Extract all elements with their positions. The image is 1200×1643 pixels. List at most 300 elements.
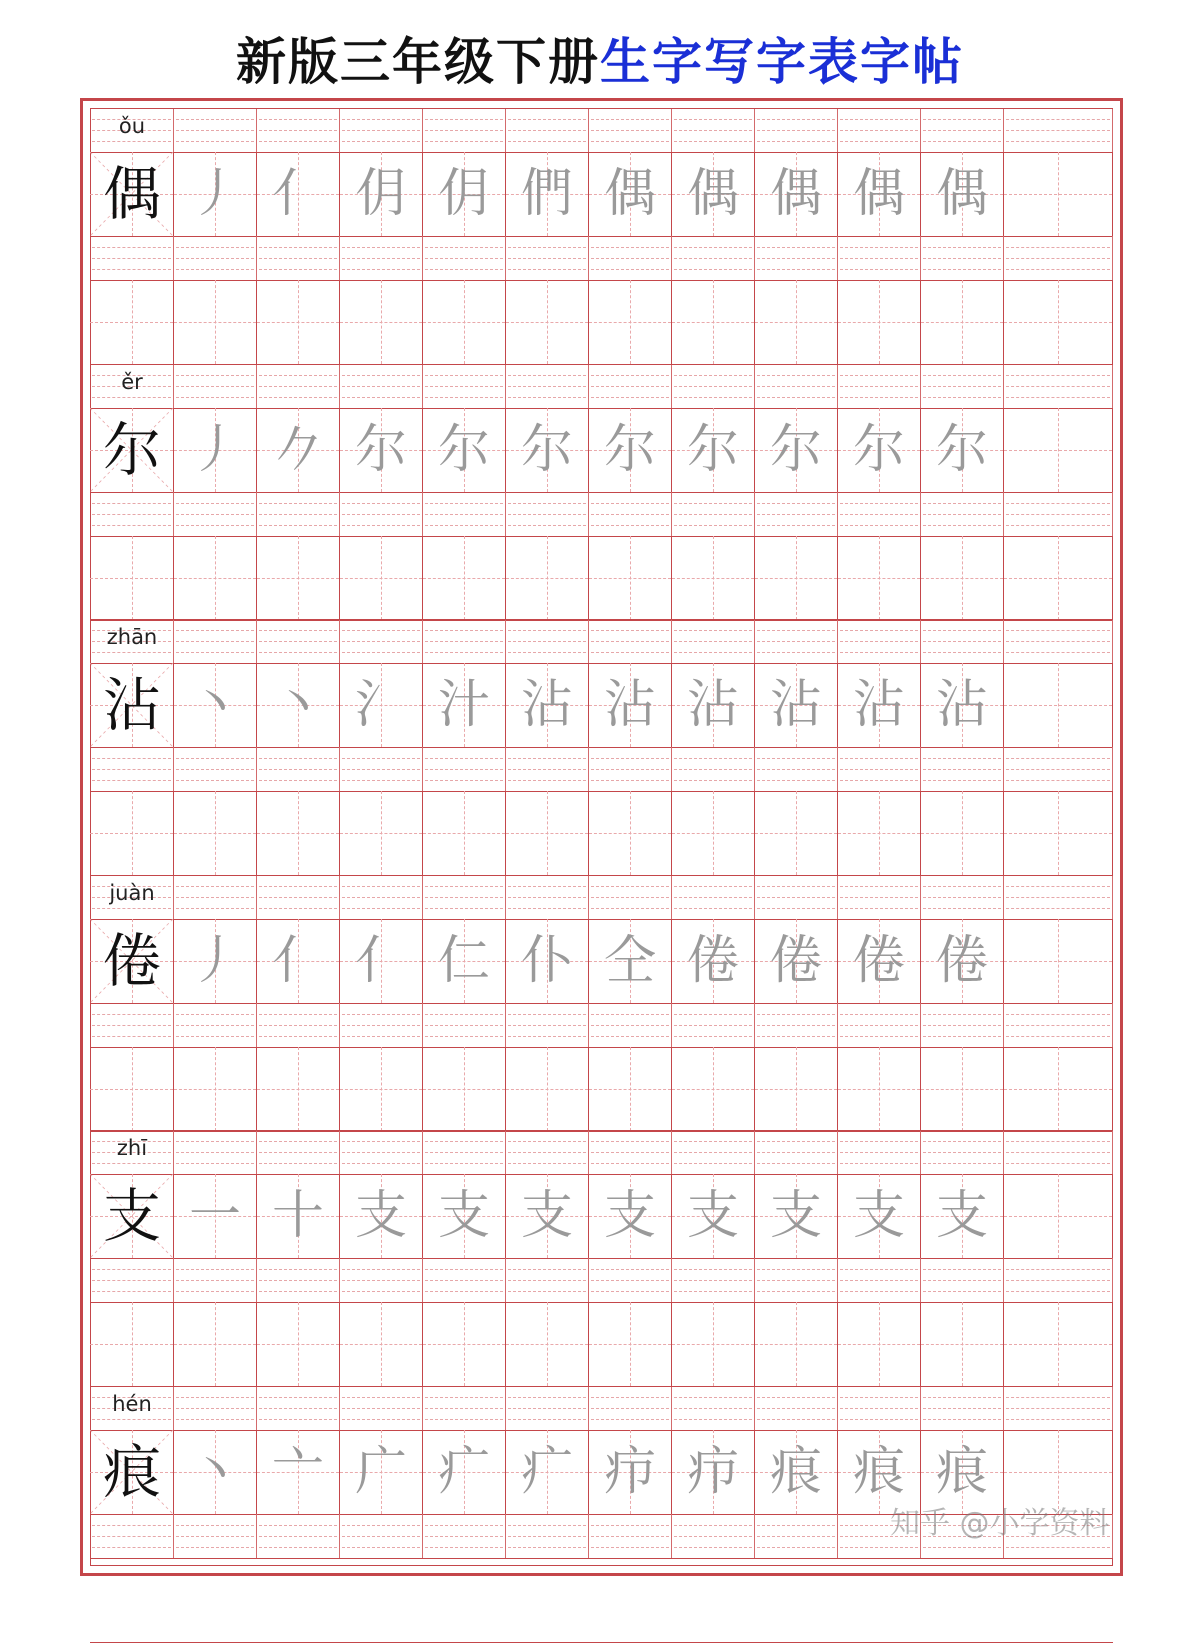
cell-guide-horizontal	[506, 833, 588, 834]
pinyin-guide-line	[674, 897, 752, 898]
stroke-order-step: 支	[686, 1186, 739, 1246]
title-part2: 生字写字表字帖	[600, 32, 964, 91]
grid-cell	[672, 663, 755, 747]
grid-cell	[174, 919, 257, 1003]
pinyin-guide-line	[92, 1419, 171, 1420]
pinyin-guide-line	[674, 141, 752, 142]
grid-cell	[506, 408, 589, 492]
guide-line	[508, 269, 586, 270]
stroke-order-step: 疖	[686, 1442, 739, 1502]
pinyin-guide-line	[259, 641, 337, 642]
guide-cell	[672, 492, 755, 536]
guide-cell	[423, 236, 506, 280]
pinyin-guide-line	[757, 897, 835, 898]
grid-cell	[174, 152, 257, 236]
pinyin-cell	[340, 1386, 423, 1430]
pinyin-guide-line	[1006, 641, 1110, 642]
guide-cell	[257, 1514, 340, 1558]
guide-line	[591, 1280, 669, 1281]
pinyin-cell	[506, 1386, 589, 1430]
stroke-order-step	[1004, 152, 1112, 236]
guide-line	[1006, 269, 1110, 270]
guide-line	[425, 1547, 503, 1548]
grid-cell	[174, 1174, 257, 1258]
pinyin-guide-line	[840, 641, 918, 642]
cell-guide-horizontal	[921, 833, 1003, 834]
guide-line	[425, 258, 503, 259]
guide-line	[1006, 258, 1110, 259]
title-part1: 新版三年级下册	[236, 32, 600, 91]
pinyin-guide-line	[425, 897, 503, 898]
pinyin-guide-line	[342, 375, 420, 376]
grid-cell	[1004, 536, 1113, 620]
stroke-order-step: 痕	[769, 1442, 822, 1502]
pinyin-cell	[1004, 1130, 1113, 1174]
grid-cell	[672, 536, 755, 620]
guide-line	[923, 503, 1001, 504]
pinyin-guide-line	[425, 1397, 503, 1398]
pinyin-guide-line	[923, 141, 1001, 142]
guide-line	[923, 247, 1001, 248]
guide-cell	[838, 236, 921, 280]
guide-line	[1006, 1014, 1110, 1015]
pinyin-guide-line	[342, 652, 420, 653]
pinyin-guide-line	[342, 1152, 420, 1153]
stroke-order-step: 尔	[354, 420, 407, 480]
guide-cell	[423, 1003, 506, 1047]
guide-cell	[921, 1003, 1004, 1047]
grid-cell	[340, 1047, 423, 1131]
grid-cell	[90, 1430, 174, 1514]
pinyin-guide-line	[923, 130, 1001, 131]
pinyin-cell	[506, 108, 589, 152]
guide-line	[923, 1025, 1001, 1026]
guide-line	[92, 758, 171, 759]
pinyin-guide-line	[1006, 375, 1110, 376]
pinyin-guide-line	[674, 1163, 752, 1164]
grid-cell	[257, 919, 340, 1003]
guide-line	[342, 247, 420, 248]
pinyin-cell	[672, 619, 755, 663]
pinyin-cell	[672, 364, 755, 408]
guide-line	[92, 258, 171, 259]
guide-line	[674, 1014, 752, 1015]
pinyin-cell	[755, 1130, 838, 1174]
guide-line	[757, 769, 835, 770]
stroke-order-step: 仴	[354, 164, 407, 224]
pinyin-cell	[174, 875, 257, 919]
pinyin-guide-line	[674, 886, 752, 887]
pinyin-cell	[340, 108, 423, 152]
pinyin-cell	[423, 875, 506, 919]
guide-line	[840, 758, 918, 759]
guide-line	[425, 1014, 503, 1015]
stroke-order-step: 偶	[852, 164, 905, 224]
grid-cell	[174, 791, 257, 875]
main-character: 偶	[102, 160, 161, 228]
guide-line	[591, 1014, 669, 1015]
guide-line	[176, 1025, 254, 1026]
cell-guide-horizontal	[174, 1344, 256, 1345]
guide-line	[425, 769, 503, 770]
guide-line	[259, 1036, 337, 1037]
cell-guide-horizontal	[506, 1344, 588, 1345]
grid-cell	[340, 536, 423, 620]
guide-line	[757, 1280, 835, 1281]
pinyin-guide-line	[508, 141, 586, 142]
guide-line	[508, 514, 586, 515]
guide-cell	[755, 747, 838, 791]
guide-cell	[506, 236, 589, 280]
grid-cell	[506, 280, 589, 364]
grid-cell	[423, 1047, 506, 1131]
guide-line	[425, 525, 503, 526]
guide-cell	[257, 236, 340, 280]
pinyin-guide-line	[757, 886, 835, 887]
guide-cell	[589, 747, 672, 791]
guide-line	[92, 247, 171, 248]
cell-guide-horizontal	[423, 1344, 505, 1345]
pinyin-guide-line	[591, 119, 669, 120]
guide-line	[757, 1014, 835, 1015]
stroke-order-step: 氵	[354, 675, 407, 735]
stroke-order-step: 沾	[686, 675, 739, 735]
guide-line	[840, 1547, 918, 1548]
guide-cell	[921, 492, 1004, 536]
guide-line	[840, 514, 918, 515]
guide-line	[425, 503, 503, 504]
guide-line	[259, 258, 337, 259]
pinyin-guide-line	[923, 397, 1001, 398]
grid-cell	[921, 663, 1004, 747]
pinyin-guide-line	[757, 1397, 835, 1398]
grid-cell	[838, 1174, 921, 1258]
guide-line	[840, 769, 918, 770]
stroke-order-step: 偶	[686, 164, 739, 224]
guide-cell	[90, 1258, 174, 1302]
guide-line	[425, 1291, 503, 1292]
guide-cell	[1004, 1003, 1113, 1047]
guide-line	[757, 780, 835, 781]
pinyin-guide-line	[176, 141, 254, 142]
pinyin-row	[90, 875, 1113, 919]
guide-line	[176, 1525, 254, 1526]
cell-guide-horizontal	[174, 833, 256, 834]
guide-line	[757, 1547, 835, 1548]
pinyin-cell	[423, 619, 506, 663]
grid-cell	[921, 280, 1004, 364]
pinyin-cell	[1004, 875, 1113, 919]
guide-line	[757, 1291, 835, 1292]
guide-line	[757, 525, 835, 526]
cell-guide-horizontal	[672, 322, 754, 323]
grid-cell	[1004, 1047, 1113, 1131]
grid-cell	[257, 1430, 340, 1514]
guide-cell	[174, 236, 257, 280]
pinyin-cell	[672, 108, 755, 152]
guide-line	[176, 1280, 254, 1281]
guide-line	[259, 780, 337, 781]
grid-cell	[257, 663, 340, 747]
guide-line	[591, 247, 669, 248]
guide-line	[342, 514, 420, 515]
pinyin-guide-line	[508, 1397, 586, 1398]
guide-line	[923, 1269, 1001, 1270]
guide-line	[259, 769, 337, 770]
guide-line	[674, 1291, 752, 1292]
guide-cell	[755, 1514, 838, 1558]
guide-cell	[506, 1258, 589, 1302]
grid-cell	[755, 791, 838, 875]
stroke-order-step: 仆	[520, 931, 573, 991]
guide-line	[674, 769, 752, 770]
guide-cell	[672, 1258, 755, 1302]
guide-cell	[423, 492, 506, 536]
grid-cell	[838, 663, 921, 747]
pinyin-guide-line	[342, 1397, 420, 1398]
cell-guide-horizontal	[90, 1344, 173, 1345]
guide-line	[1006, 769, 1110, 770]
pinyin-guide-line	[591, 1163, 669, 1164]
guide-line	[425, 780, 503, 781]
stroke-order-step: 支	[603, 1186, 656, 1246]
stroke-order-step: 尔	[603, 420, 656, 480]
pinyin-cell	[423, 1386, 506, 1430]
guide-line	[1006, 780, 1110, 781]
grid-line	[90, 875, 1113, 876]
guide-line	[259, 1269, 337, 1270]
guide-line	[923, 514, 1001, 515]
pinyin-guide-line	[508, 119, 586, 120]
guide-cell	[1004, 747, 1113, 791]
pinyin-guide-line	[757, 1419, 835, 1420]
guide-line	[674, 258, 752, 259]
guide-line	[1006, 247, 1110, 248]
pinyin-guide-line	[1006, 886, 1110, 887]
pinyin-cell	[423, 364, 506, 408]
pinyin-guide-line	[342, 1419, 420, 1420]
pinyin-guide-line	[342, 386, 420, 387]
guide-line	[342, 503, 420, 504]
character-block	[90, 875, 1113, 1131]
pinyin-guide-line	[425, 1141, 503, 1142]
pinyin-guide-line	[92, 141, 171, 142]
guide-line	[342, 1536, 420, 1537]
pinyin-guide-line	[508, 386, 586, 387]
guide-line	[508, 769, 586, 770]
pinyin-cell	[340, 1130, 423, 1174]
guide-line	[425, 269, 503, 270]
guide-cell	[589, 492, 672, 536]
pinyin-guide-line	[757, 1141, 835, 1142]
guide-cell	[921, 236, 1004, 280]
grid-cell	[90, 1174, 174, 1258]
pinyin-guide-line	[1006, 386, 1110, 387]
guide-line	[1006, 1036, 1110, 1037]
cell-guide-horizontal	[921, 322, 1003, 323]
main-character: 支	[102, 1182, 161, 1250]
grid-cell	[506, 1302, 589, 1386]
guide-cell	[340, 236, 423, 280]
guide-line	[840, 1036, 918, 1037]
stroke-order-step: 汁	[437, 675, 490, 735]
guide-line	[92, 514, 171, 515]
pinyin-guide-line	[259, 1141, 337, 1142]
stroke-order-step: 偶	[935, 164, 988, 224]
guide-line	[508, 1280, 586, 1281]
cell-guide-horizontal	[90, 1089, 173, 1090]
stroke-order-step	[1004, 408, 1112, 492]
pinyin-guide-line	[176, 897, 254, 898]
pinyin-guide-line	[840, 886, 918, 887]
pinyin-guide-line	[176, 1397, 254, 1398]
cell-guide-horizontal	[589, 322, 671, 323]
cell-guide-horizontal	[1004, 322, 1112, 323]
guide-cell	[838, 492, 921, 536]
pinyin-guide-line	[757, 397, 835, 398]
pinyin-guide-line	[840, 141, 918, 142]
guide-cell	[838, 747, 921, 791]
cell-guide-horizontal	[257, 322, 339, 323]
guide-line	[757, 503, 835, 504]
guide-line	[757, 514, 835, 515]
guide-cell	[672, 1003, 755, 1047]
guide-line	[591, 1269, 669, 1270]
guide-cell	[672, 747, 755, 791]
guide-line	[342, 1014, 420, 1015]
cell-guide-horizontal	[589, 578, 671, 579]
pinyin-guide-line	[508, 1141, 586, 1142]
guide-line	[342, 525, 420, 526]
grid-cell	[257, 536, 340, 620]
stroke-order-step: 偶	[603, 164, 656, 224]
cell-guide-horizontal	[838, 322, 920, 323]
grid-line	[90, 1386, 1113, 1387]
stroke-order-step: 尔	[686, 420, 739, 480]
pinyin-label: ěr	[121, 370, 143, 394]
guide-line	[674, 247, 752, 248]
pinyin-cell	[174, 1386, 257, 1430]
stroke-order-step: 沾	[852, 675, 905, 735]
guide-line	[1006, 1269, 1110, 1270]
guide-line	[342, 1525, 420, 1526]
stroke-order-step: 亻	[271, 931, 324, 991]
guide-line	[1006, 1025, 1110, 1026]
pinyin-guide-line	[176, 886, 254, 887]
pinyin-cell	[506, 1130, 589, 1174]
guide-line	[840, 503, 918, 504]
grid-cell	[257, 1174, 340, 1258]
pinyin-guide-line	[1006, 1163, 1110, 1164]
grid-cell	[755, 536, 838, 620]
stroke-order-step: 尔	[769, 420, 822, 480]
stroke-order-step: 支	[769, 1186, 822, 1246]
cell-guide-horizontal	[506, 322, 588, 323]
pinyin-guide-line	[176, 1408, 254, 1409]
guide-line	[176, 1536, 254, 1537]
stroke-order-step: 倦	[852, 931, 905, 991]
grid-cell	[755, 408, 838, 492]
grid-cell	[921, 1174, 1004, 1258]
guide-line	[342, 269, 420, 270]
guide-line	[674, 1280, 752, 1281]
guide-cell	[174, 1003, 257, 1047]
pinyin-guide-line	[674, 641, 752, 642]
pinyin-guide-line	[508, 1163, 586, 1164]
guide-line	[591, 769, 669, 770]
grid-cell	[755, 280, 838, 364]
stroke-order-step	[1004, 1174, 1112, 1258]
pinyin-guide-line	[840, 119, 918, 120]
grid-cell	[921, 919, 1004, 1003]
guide-line	[840, 1269, 918, 1270]
pinyin-cell	[257, 1386, 340, 1430]
grid-cell	[174, 536, 257, 620]
stroke-order-step: 支	[852, 1186, 905, 1246]
guide-cell	[921, 1258, 1004, 1302]
grid-cell	[423, 408, 506, 492]
pinyin-guide-line	[259, 119, 337, 120]
pinyin-guide-line	[342, 141, 420, 142]
guide-line	[342, 1280, 420, 1281]
guide-cell	[589, 236, 672, 280]
guide-line	[923, 1547, 1001, 1548]
pinyin-guide-line	[425, 886, 503, 887]
grid-cell	[340, 663, 423, 747]
pinyin-cell	[838, 875, 921, 919]
pinyin-guide-line	[176, 908, 254, 909]
grid-cell	[838, 791, 921, 875]
guide-line	[92, 1547, 171, 1548]
pinyin-cell	[838, 364, 921, 408]
pinyin-cell	[921, 364, 1004, 408]
pinyin-label: ǒu	[118, 114, 146, 138]
pinyin-guide-line	[923, 886, 1001, 887]
pinyin-guide-line	[757, 1408, 835, 1409]
guide-line	[92, 1280, 171, 1281]
pinyin-guide-line	[342, 1408, 420, 1409]
pinyin-guide-line	[840, 1163, 918, 1164]
grid-cell	[589, 1430, 672, 1514]
stroke-order-step: 尔	[437, 420, 490, 480]
guide-cell	[174, 492, 257, 536]
grid-cell	[1004, 663, 1113, 747]
guide-line	[840, 247, 918, 248]
pinyin-guide-line	[259, 897, 337, 898]
guide-line	[342, 780, 420, 781]
pinyin-guide-line	[1006, 130, 1110, 131]
pinyin-guide-line	[923, 1408, 1001, 1409]
grid-cell	[589, 152, 672, 236]
pinyin-guide-line	[1006, 1152, 1110, 1153]
grid-cell	[340, 280, 423, 364]
grid-cell	[90, 791, 174, 875]
guide-cell	[174, 1514, 257, 1558]
pinyin-guide-line	[923, 375, 1001, 376]
grid-cell	[90, 1302, 174, 1386]
cell-guide-horizontal	[672, 1344, 754, 1345]
guide-line	[1006, 1547, 1110, 1548]
grid-cell	[340, 791, 423, 875]
guide-line	[342, 758, 420, 759]
stroke-order-step	[1004, 663, 1112, 747]
guide-line	[342, 1291, 420, 1292]
guide-line	[757, 758, 835, 759]
stroke-order-step	[1004, 919, 1112, 1003]
guide-line	[1006, 503, 1110, 504]
guide-line	[425, 1269, 503, 1270]
grid-cell	[589, 280, 672, 364]
